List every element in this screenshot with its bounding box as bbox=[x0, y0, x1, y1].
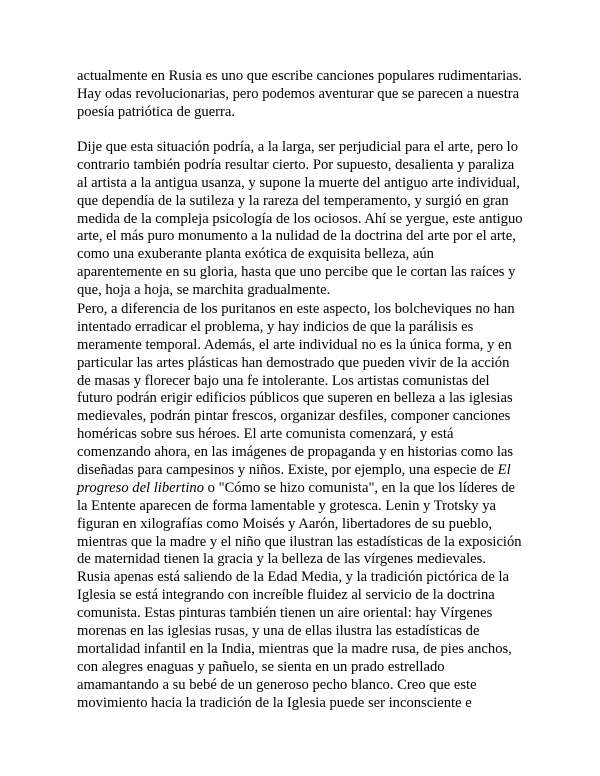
text-line: intentado erradicar el problema, y hay indicios de que la parálisis es bbox=[77, 318, 474, 335]
text-line: arte, el más puro monumento a la nulidad de la doctrina del arte por el arte, bbox=[77, 228, 516, 245]
text-line: figuran en xilografías como Moisés y Aarón, libertadores de su pueblo, bbox=[77, 515, 493, 532]
text-line: contrario también podría resultar cierto. Por supuesto, desalienta y paraliza bbox=[77, 156, 515, 173]
text-line: medida de la compleja psicología de los ociosos. Ahí se yergue, este antiguo bbox=[77, 210, 523, 227]
text-line: Hay odas revolucionarias, pero podemos aventurar que se parecen a nuestra bbox=[77, 85, 520, 102]
text-line: al artista a la antigua usanza, y supone la muerte del antiguo arte individual, bbox=[77, 174, 520, 191]
text-line: aparentemente en su gloria, hasta que uno percibe que le cortan las raíces y bbox=[77, 264, 516, 281]
text-line: mortalidad infantil en la India, mientras que la madre rusa, de pies anchos, bbox=[77, 640, 512, 657]
text-line: futuro podrán erigir edificios públicos que superen en belleza a las iglesias bbox=[77, 390, 513, 407]
text-segment: diseñadas para campesinos y niños. Existe, por ejemplo, una especie de bbox=[77, 462, 498, 479]
text-line: medievales, podrán pintar frescos, organizar desfiles, componer canciones bbox=[77, 408, 511, 425]
text-line: Dije que esta situación podría, a la larga, ser perjudicial para el arte, pero lo bbox=[77, 139, 519, 155]
text-line: la Entente aparecen de forma lamentable y grotesca. Lenin y Trotsky ya bbox=[77, 497, 497, 514]
text-line: particular las artes plásticas han demostrado que pueden vivir de la acción bbox=[77, 354, 510, 371]
text-line: que dependía de la sutileza y la rareza del temperamento, y surgió en gran bbox=[77, 192, 509, 209]
text-line: comunista. Estas pinturas también tienen un aire oriental: hay Vírgenes bbox=[77, 605, 493, 622]
text-line: homéricas sobre sus héroes. El arte comunista comenzará, y está bbox=[77, 426, 454, 443]
text-segment: o "Cómo se hizo comunista", en la que los líderes de bbox=[204, 479, 516, 496]
text-line-with-italic-title bbox=[77, 480, 529, 498]
text-line: comenzando ahora, en las imágenes de propaganda y en historias como las bbox=[77, 444, 514, 461]
text-line: Rusia apenas está saliendo de la Edad Media, y la tradición pictórica de la bbox=[77, 569, 509, 586]
text-line: Iglesia se está integrando con increíble fluidez al servicio de la doctrina bbox=[77, 587, 495, 604]
text-line: movimiento hacia la tradición de la Iglesia puede ser inconsciente e bbox=[77, 694, 472, 711]
text-line: que, hoja a hoja, se marchita gradualmente. bbox=[77, 282, 331, 299]
text-line-with-italic-title bbox=[77, 462, 529, 480]
text-line: meramente temporal. Además, el arte individual no es la única forma, y en bbox=[77, 336, 512, 353]
italic-title-segment: progreso del libertino bbox=[77, 479, 205, 496]
text-line: actualmente en Rusia es uno que escribe canciones populares rudimentarias. bbox=[77, 68, 522, 84]
text-line: con alegres enaguas y pañuelo, se sienta en un prado estrellado bbox=[77, 658, 445, 675]
paragraph-3 bbox=[77, 301, 529, 712]
text-line: morenas en las iglesias rusas, y una de ellas ilustra las estadísticas de bbox=[77, 623, 480, 640]
paragraph-1 bbox=[77, 68, 529, 122]
text-line: de masas y florecer bajo una fe intolerante. Los artistas comunistas del bbox=[77, 372, 490, 389]
text-line: Pero, a diferencia de los puritanos en este aspecto, los bolcheviques no han bbox=[77, 301, 515, 317]
text-line: mientras que la madre y el niño que ilustran las estadísticas de la exposición bbox=[77, 533, 522, 550]
text-line: como una exuberante planta exótica de exquisita belleza, aún bbox=[77, 246, 434, 263]
italic-title-segment: El bbox=[497, 462, 511, 479]
text-line: poesía patriótica de guerra. bbox=[77, 103, 236, 120]
text-line: de maternidad tienen la gracia y la belleza de las vírgenes medievales. bbox=[77, 551, 486, 568]
paragraph-2 bbox=[77, 139, 529, 300]
text-line: amamantando a su bebé de un generoso pecho blanco. Creo que este bbox=[77, 676, 477, 693]
